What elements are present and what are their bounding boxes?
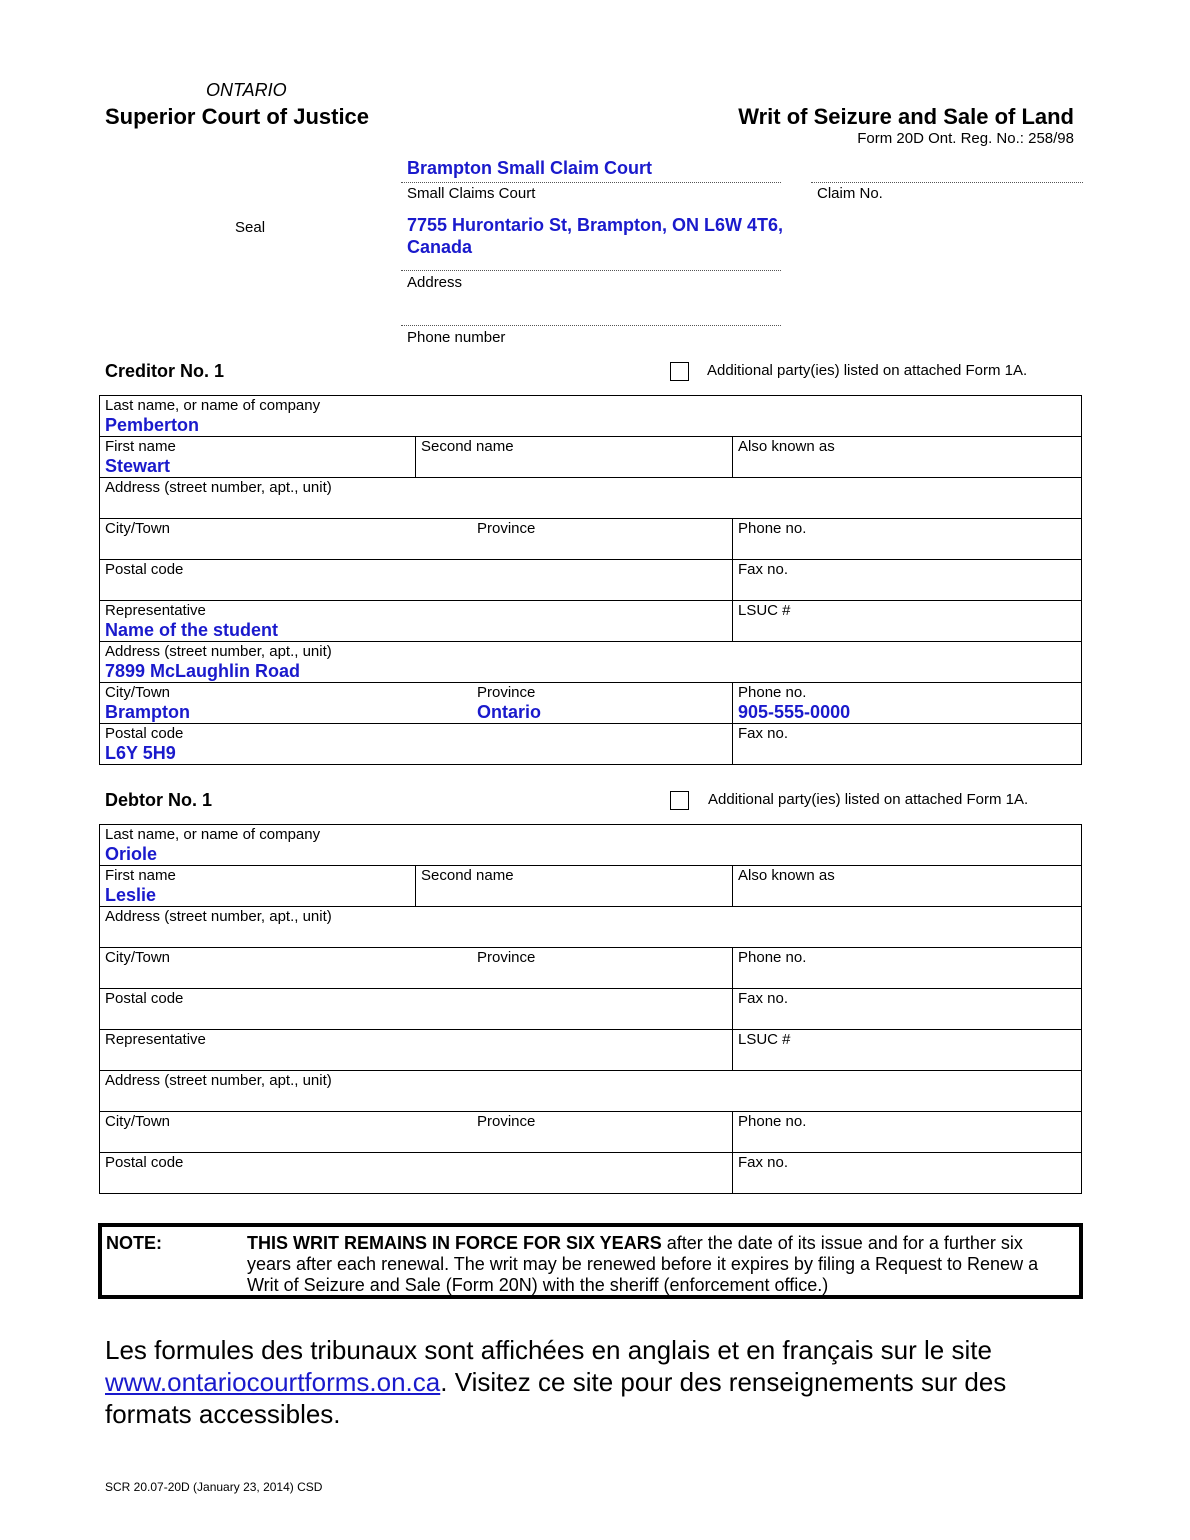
creditor-representative[interactable]: Name of the student xyxy=(105,620,279,640)
debtor-rep-address-cell[interactable] xyxy=(100,1071,1082,1112)
creditor-address-cell[interactable] xyxy=(100,478,1082,519)
creditor-fax-cell[interactable] xyxy=(733,560,1082,601)
field-label: Province xyxy=(477,949,536,966)
field-label: City/Town xyxy=(105,949,171,966)
form-title: Writ of Seizure and Sale of Land xyxy=(738,104,1074,129)
field-label: First name xyxy=(105,438,176,455)
debtor-additional-checkbox[interactable] xyxy=(670,791,689,810)
debtor-heading: Debtor No. 1 xyxy=(105,790,213,810)
court-name-line xyxy=(401,182,781,183)
debtor-rep-fax-cell[interactable] xyxy=(733,1153,1082,1194)
field-label: City/Town xyxy=(105,684,171,701)
creditor-second-name-cell[interactable] xyxy=(416,437,733,478)
debtor-last-name[interactable]: Oriole xyxy=(105,844,158,864)
field-label: Address (street number, apt., unit) xyxy=(105,1072,332,1089)
note-text xyxy=(247,1233,1067,1296)
debtor-rep-city-cell[interactable] xyxy=(100,1112,733,1153)
jurisdiction: ONTARIO xyxy=(206,80,287,100)
claim-no-label: Claim No. xyxy=(817,185,883,202)
creditor-additional-checkbox[interactable] xyxy=(670,362,689,381)
debtor-fax-cell[interactable] xyxy=(733,989,1082,1030)
creditor-lsuc-cell[interactable] xyxy=(733,601,1082,642)
field-label: LSUC # xyxy=(738,1031,791,1048)
court-title: Superior Court of Justice xyxy=(105,104,370,129)
field-label: Also known as xyxy=(738,867,835,884)
field-label: Postal code xyxy=(105,1154,184,1171)
court-name-label: Small Claims Court xyxy=(407,185,536,202)
field-label: Postal code xyxy=(105,561,184,578)
claim-no-line xyxy=(811,182,1083,183)
seal-label: Seal xyxy=(235,219,266,236)
address-line xyxy=(401,270,781,271)
french-line-1: Les formules des tribunaux sont affichées en anglais et en français sur le site xyxy=(105,1335,992,1365)
note-box xyxy=(98,1223,1083,1299)
field-label: Province xyxy=(477,1113,536,1130)
field-label: City/Town xyxy=(105,1113,171,1130)
debtor-aka-cell[interactable] xyxy=(733,866,1082,907)
creditor-heading: Creditor No. 1 xyxy=(105,361,225,381)
field-label: Last name, or name of company xyxy=(105,397,321,414)
creditor-rep-phone-cell[interactable] xyxy=(733,683,1082,724)
field-label: Last name, or name of company xyxy=(105,826,321,843)
field-label: Fax no. xyxy=(738,725,789,742)
debtor-first-name[interactable]: Leslie xyxy=(105,885,157,905)
field-label: Second name xyxy=(421,438,514,455)
debtor-second-name-cell[interactable] xyxy=(416,866,733,907)
creditor-phone-cell[interactable] xyxy=(733,519,1082,560)
creditor-rep-address-cell[interactable] xyxy=(100,642,1082,683)
creditor-first-name-cell[interactable] xyxy=(100,437,416,478)
field-label: Address (street number, apt., unit) xyxy=(105,479,332,496)
field-label: Phone no. xyxy=(738,520,807,537)
creditor-additional-label: Additional party(ies) listed on attached Form 1A. xyxy=(707,362,1028,379)
debtor-city-cell[interactable] xyxy=(100,948,733,989)
field-label: City/Town xyxy=(105,520,171,537)
creditor-table xyxy=(99,395,1082,765)
creditor-rep-city-cell[interactable] xyxy=(100,683,733,724)
creditor-rep-fax-cell[interactable] xyxy=(733,724,1082,765)
phone-line xyxy=(401,325,781,326)
field-label: Fax no. xyxy=(738,561,789,578)
debtor-first-name-cell[interactable] xyxy=(100,866,416,907)
french-line-2: . Visitez ce site pour des renseignements sur des formats accessibles. xyxy=(105,1367,1007,1429)
creditor-first-name[interactable]: Stewart xyxy=(105,456,171,476)
field-label: Postal code xyxy=(105,725,184,742)
creditor-aka-cell[interactable] xyxy=(733,437,1082,478)
creditor-rep-province-group[interactable] xyxy=(477,683,541,723)
creditor-province-group[interactable] xyxy=(477,519,535,537)
creditor-rep-postal-cell[interactable] xyxy=(100,724,733,765)
debtor-rep-phone-cell[interactable] xyxy=(733,1112,1082,1153)
debtor-address-cell[interactable] xyxy=(100,907,1082,948)
creditor-last-name[interactable]: Pemberton xyxy=(105,415,200,435)
creditor-representative-cell[interactable] xyxy=(100,601,733,642)
phone-number-label: Phone number xyxy=(407,329,506,346)
french-notice xyxy=(105,1334,1065,1430)
debtor-table xyxy=(99,824,1082,1194)
field-label: LSUC # xyxy=(738,602,791,619)
form-reference: Form 20D Ont. Reg. No.: 258/98 xyxy=(857,130,1074,147)
field-label: Representative xyxy=(105,1031,206,1048)
field-label: Phone no. xyxy=(738,949,807,966)
field-label: Representative xyxy=(105,602,206,619)
field-label: Fax no. xyxy=(738,990,789,1007)
court-name-value[interactable]: Brampton Small Claim Court xyxy=(407,158,653,178)
creditor-rep-postal[interactable]: L6Y 5H9 xyxy=(105,743,176,763)
debtor-province-group[interactable] xyxy=(477,948,535,966)
footer-code: SCR 20.07-20D (January 23, 2014) CSD xyxy=(105,1480,323,1494)
creditor-rep-address[interactable]: 7899 McLaughlin Road xyxy=(105,661,301,681)
court-forms-link[interactable]: www.ontariocourtforms.on.ca xyxy=(105,1367,441,1397)
debtor-postal-cell[interactable] xyxy=(100,989,733,1030)
creditor-postal-cell[interactable] xyxy=(100,560,733,601)
creditor-last-name-cell[interactable] xyxy=(100,396,1082,437)
creditor-rep-city[interactable]: Brampton xyxy=(105,702,190,722)
debtor-phone-cell[interactable] xyxy=(733,948,1082,989)
field-label: Phone no. xyxy=(738,1113,807,1130)
field-label: Province xyxy=(477,520,536,537)
note-label: NOTE: xyxy=(106,1233,162,1253)
note-bold-text: THIS WRIT REMAINS IN FORCE FOR SIX YEARS xyxy=(247,1233,662,1253)
field-label: Province xyxy=(477,684,536,701)
creditor-city-cell[interactable] xyxy=(100,519,733,560)
field-label: Fax no. xyxy=(738,1154,789,1171)
court-address-value[interactable]: 7755 Hurontario St, Brampton, ON L6W 4T6, Canada xyxy=(407,215,784,257)
field-label: Also known as xyxy=(738,438,835,455)
note-rest-text: after the date of its issue and for a further six years after each renewal. The writ may be renewed before it expires by filing a Request to Renew a Writ of Seizure and Sale (Form 20N) with the sheriff (enforcement office.) xyxy=(247,1233,1039,1295)
debtor-representative-cell[interactable] xyxy=(100,1030,733,1071)
field-label: Postal code xyxy=(105,990,184,1007)
field-label: Address (street number, apt., unit) xyxy=(105,643,332,660)
debtor-lsuc-cell[interactable] xyxy=(733,1030,1082,1071)
creditor-rep-province[interactable]: Ontario xyxy=(477,702,542,722)
field-label: Phone no. xyxy=(738,684,807,701)
field-label: Address (street number, apt., unit) xyxy=(105,908,332,925)
debtor-rep-province-group[interactable] xyxy=(477,1112,535,1130)
debtor-last-name-cell[interactable] xyxy=(100,825,1082,866)
debtor-additional-label: Additional party(ies) listed on attached Form 1A. xyxy=(708,791,1029,808)
debtor-rep-postal-cell[interactable] xyxy=(100,1153,733,1194)
address-label: Address xyxy=(407,274,463,291)
field-label: Second name xyxy=(421,867,514,884)
creditor-rep-phone[interactable]: 905-555-0000 xyxy=(738,702,851,722)
field-label: First name xyxy=(105,867,176,884)
